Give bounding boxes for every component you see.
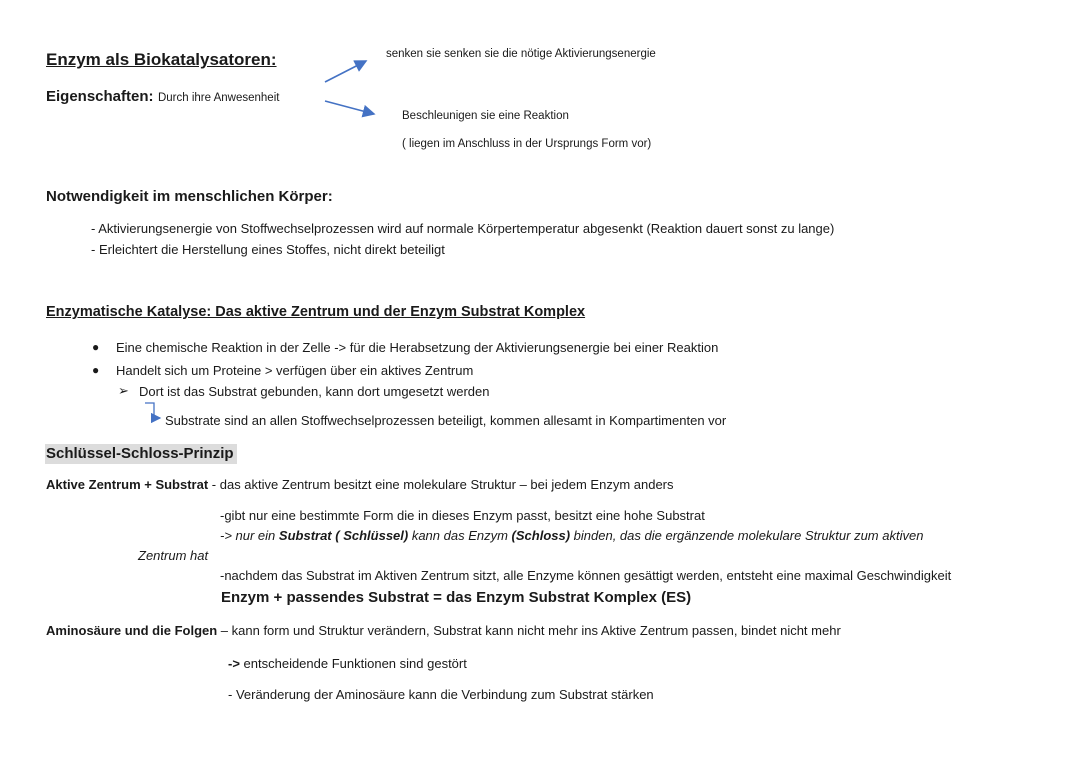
aminosaeure-rest: – kann form und Struktur verändern, Substrat kann nicht mehr ins Aktive Zentrum passen, bindet nicht mehr [217, 623, 841, 638]
prinzip-line-3-a: -> nur ein [220, 528, 279, 543]
eigenschaften-text: Durch ihre Anwesenheit [157, 92, 280, 104]
page-title: Enzym als Biokatalysatoren: [46, 50, 277, 69]
katalyse-bullet: Eine chemische Reaktion in der Zelle -> für die Herabsetzung der Aktivierungsenergie bei einer Reaktion [116, 340, 719, 355]
katalyse-heading: Enzymatische Katalyse: Das aktive Zentrum und der Enzym Substrat Komplex [46, 304, 586, 320]
aminosaeure-line-1 [46, 623, 841, 638]
arrow-down [325, 101, 374, 114]
notwendigkeit-item: - Erleichtert die Herstellung eines Stoffes, nicht direkt beteiligt [91, 242, 445, 257]
prinzip-line-3-c: kann das Enzym [408, 528, 512, 543]
bullet-icon: ● [92, 340, 100, 354]
aminosaeure-line-3: - Veränderung der Aminosäure kann die Verbindung zum Substrat stärken [228, 687, 654, 702]
katalyse-sub-bullet: Dort ist das Substrat gebunden, kann dort umgesetzt werden [139, 384, 490, 399]
branch-bottom-text: Beschleunigen sie eine Reaktion [402, 110, 569, 122]
prinzip-line-1-rest: - das aktive Zentrum besitzt eine molekulare Struktur – bei jedem Enzym anders [208, 477, 674, 492]
prinzip-line-3 [220, 528, 923, 543]
arrowhead-bullet-icon: ➢ [118, 383, 129, 398]
eigenschaften-label: Eigenschaften: [46, 88, 154, 105]
prinzip-line-2: -gibt nur eine bestimmte Form die in dieses Enzym passt, besitzt eine hohe Substrat [220, 508, 705, 523]
notwendigkeit-item: - Aktivierungsenergie von Stoffwechselprozessen wird auf normale Körpertemperatur abgesenkt (Reaktion dauert sonst zu lange) [91, 221, 835, 236]
aminosaeure-line-2 [228, 656, 467, 671]
aminosaeure-line-2-arrow: -> [228, 656, 240, 671]
arrow-up [325, 61, 366, 82]
prinzip-heading: Schlüssel-Schloss-Prinzip [45, 444, 237, 464]
prinzip-line-3-e: binden, das die ergänzende molekulare Struktur zum aktiven [570, 528, 924, 543]
katalyse-sub-arrow-text: Substrate sind an allen Stoffwechselprozessen beteiligt, kommen allesamt in Kompartimenten vor [165, 413, 727, 428]
bullet-icon: ● [92, 363, 100, 377]
aminosaeure-line-2-rest: entscheidende Funktionen sind gestört [239, 656, 467, 671]
notwendigkeit-heading: Notwendigkeit im menschlichen Körper: [46, 188, 333, 205]
prinzip-line-1 [46, 477, 674, 492]
prinzip-line-4: Zentrum hat [138, 548, 209, 563]
prinzip-line-3-schluessel: Substrat ( Schlüssel) [278, 528, 409, 543]
prinzip-formula: Enzym + passendes Substrat = das Enzym Substrat Komplex (ES) [221, 589, 692, 606]
branch-bottom-note: ( liegen im Anschluss in der Ursprungs Form vor) [402, 138, 652, 150]
sub-bent-arrow [145, 403, 160, 418]
aminosaeure-bold: Aminosäure und die Folgen [46, 623, 218, 638]
prinzip-line-1-bold: Aktive Zentrum + Substrat [46, 477, 209, 492]
prinzip-line-3-schloss: (Schloss) [511, 528, 571, 543]
prinzip-line-5: -nachdem das Substrat im Aktiven Zentrum sitzt, alle Enzyme können gesättigt werden, entsteht eine maximal Geschwindigkeit [220, 568, 952, 583]
katalyse-bullet: Handelt sich um Proteine > verfügen über ein aktives Zentrum [116, 363, 474, 378]
branch-top-text: senken sie senken sie die nötige Aktivierungsenergie [386, 48, 656, 60]
